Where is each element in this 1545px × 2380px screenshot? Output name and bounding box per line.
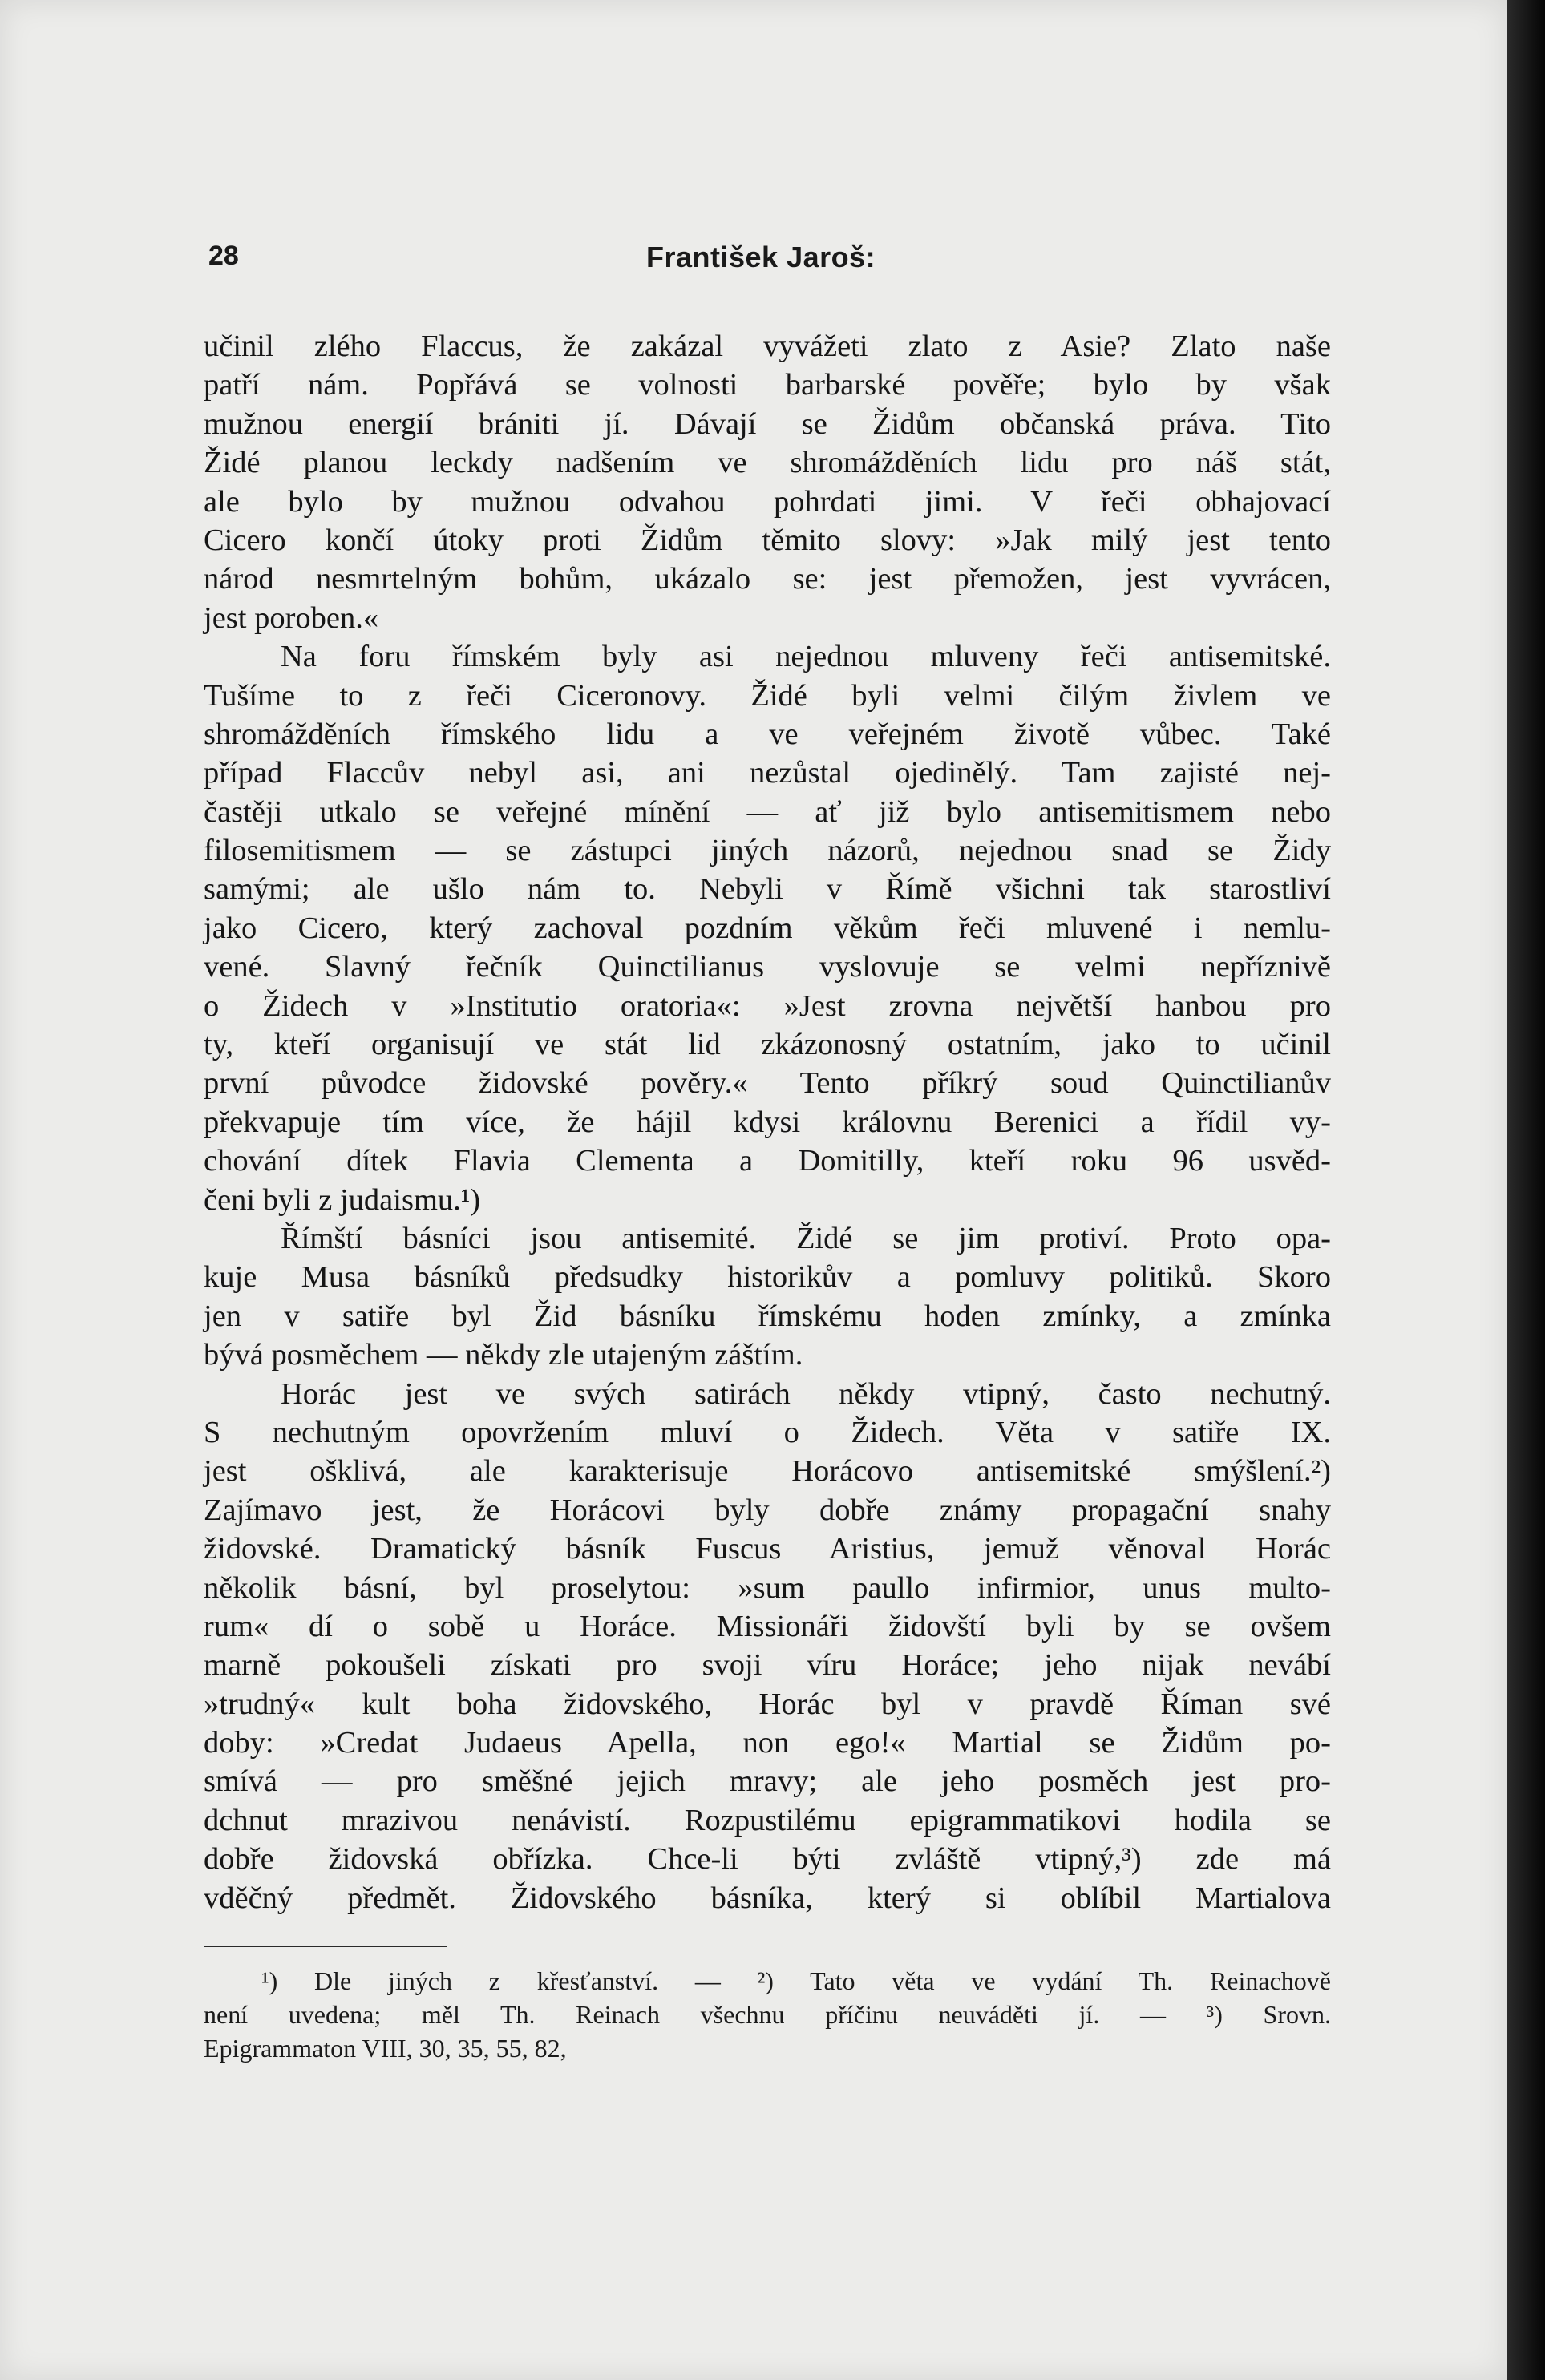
running-head: František Jaroš: [646, 240, 876, 273]
text-line: rum« dí o sobě u Horáce. Missionáři židovští byli by se ovšem [204, 1609, 1331, 1643]
text-line: dchnut mrazivou nenávistí. Rozpustilému epigrammatikovi hodila se [204, 1803, 1331, 1837]
text-line: Horác jest ve svých satirách někdy vtipný, často nechutný. [281, 1376, 1331, 1411]
text-line: vděčný předmět. Židovského básníka, který si oblíbil Martialova [204, 1881, 1331, 1915]
text-line: Římští básníci jsou antisemité. Židé se jim protiví. Proto opa- [281, 1221, 1331, 1255]
text-line: bývá posměchem — někdy zle utajeným záštím. [204, 1338, 803, 1372]
page-header [0, 240, 1507, 281]
page-edge [1507, 0, 1545, 2380]
footnote-line: ¹) Dle jiných z křesťanství. — ²) Tato věta ve vydání Th. Reinachově [261, 1966, 1331, 1995]
text-line: kuje Musa básníků předsudky historikův a pomluvy politiků. Skoro [204, 1260, 1331, 1295]
text-line: »trudný« kult boha židovského, Horác byl v pravdě Říman své [204, 1687, 1331, 1721]
text-line: židovské. Dramatický básník Fuscus Aristius, jemuž věnoval Horác [204, 1532, 1331, 1566]
text-line: čeni byli z judaismu.¹) [204, 1182, 481, 1217]
text-line: Na foru římském byly asi nejednou mluveny řeči antisemitské. [281, 640, 1331, 674]
footnote-separator [204, 1946, 447, 1947]
text-line: ty, kteří organisují ve stát lid zkázonosný ostatním, jako to učinil [204, 1028, 1331, 1062]
footnotes [204, 1964, 1331, 2065]
text-line: jest poroben.« [204, 600, 379, 635]
text-line: shromážděních římského lidu a ve veřejném životě vůbec. Také [204, 717, 1331, 751]
text-line: Zajímavo jest, že Horácovi byly dobře známy propagační snahy [204, 1493, 1331, 1527]
text-line: mužnou energií brániti jí. Dávají se Židům občanská práva. Tito [204, 406, 1331, 441]
text-line: Tušíme to z řeči Ciceronovy. Židé byli velmi čilým živlem ve [204, 678, 1331, 713]
text-line: smívá — pro směšné jejich mravy; ale jeho posměch jest pro- [204, 1764, 1331, 1799]
page-number: 28 [208, 240, 239, 271]
text-line: ale bylo by mužnou odvahou pohrdati jimi. V řeči obhajovací [204, 484, 1331, 519]
text-line: častěji utkalo se veřejné mínění — ať již bylo antisemitismem nebo [204, 794, 1331, 829]
text-line: marně pokoušeli získati pro svoji víru Horáce; jeho nijak nevábí [204, 1648, 1331, 1683]
text-line: jako Cicero, který zachoval pozdním věkům řeči mluvené i nemlu- [204, 911, 1331, 945]
text-line: případ Flaccův nebyl asi, ani nezůstal ojedinělý. Tam zajisté nej- [204, 756, 1331, 790]
footnote-line: Epigrammaton VIII, 30, 35, 55, 82, [204, 2034, 567, 2063]
footnote-line: není uvedena; měl Th. Reinach všechnu příčinu neuváděti jí. — ³) Srovn. [204, 2000, 1331, 2029]
text-line: S nechutným opovržením mluví o Židech. Věta v satiře IX. [204, 1415, 1331, 1449]
text-line: jest ošklivá, ale karakterisuje Horácovo antisemitské smýšlení.²) [204, 1454, 1331, 1489]
text-line: národ nesmrtelným bohům, ukázalo se: jest přemožen, jest vyvrácen, [204, 562, 1331, 596]
text-line: doby: »Credat Judaeus Apella, non ego!« Martial se Židům po- [204, 1726, 1331, 1760]
text-line: učinil zlého Flaccus, že zakázal vyvážeti zlato z Asie? Zlato naše [204, 329, 1331, 363]
text-line: jen v satiře byl Žid básníku římskému hoden zmínky, a zmínka [204, 1299, 1331, 1333]
text-line: Cicero končí útoky proti Židům těmito slovy: »Jak milý jest tento [204, 523, 1331, 557]
text-line: chování dítek Flavia Clementa a Domitilly, kteří roku 96 usvěd- [204, 1144, 1331, 1178]
text-line: Židé planou leckdy nadšením ve shromážděních lidu pro náš stát, [204, 446, 1331, 480]
text-line: o Židech v »Institutio oratoria«: »Jest zrovna největší hanbou pro [204, 988, 1331, 1023]
text-line: několik básní, byl proselytou: »sum paullo infirmior, unus multo- [204, 1570, 1331, 1605]
text-line: patří nám. Popřává se volnosti barbarské pověře; bylo by však [204, 368, 1331, 402]
body-text [204, 327, 1331, 1917]
text-line: vené. Slavný řečník Quinctilianus vyslovuje se velmi nepříznivě [204, 950, 1331, 984]
text-line: první původce židovské pověry.« Tento příkrý soud Quinctilianův [204, 1066, 1331, 1101]
text-line: samými; ale ušlo nám to. Nebyli v Římě všichni tak starostliví [204, 872, 1331, 907]
text-line: filosemitismem — se zástupci jiných názorů, nejednou snad se Židy [204, 834, 1331, 868]
text-line: dobře židovská obřízka. Chce-li býti zvláště vtipný,³) zde má [204, 1842, 1331, 1877]
text-line: překvapuje tím více, že hájil kdysi královnu Berenici a řídil vy- [204, 1105, 1331, 1139]
